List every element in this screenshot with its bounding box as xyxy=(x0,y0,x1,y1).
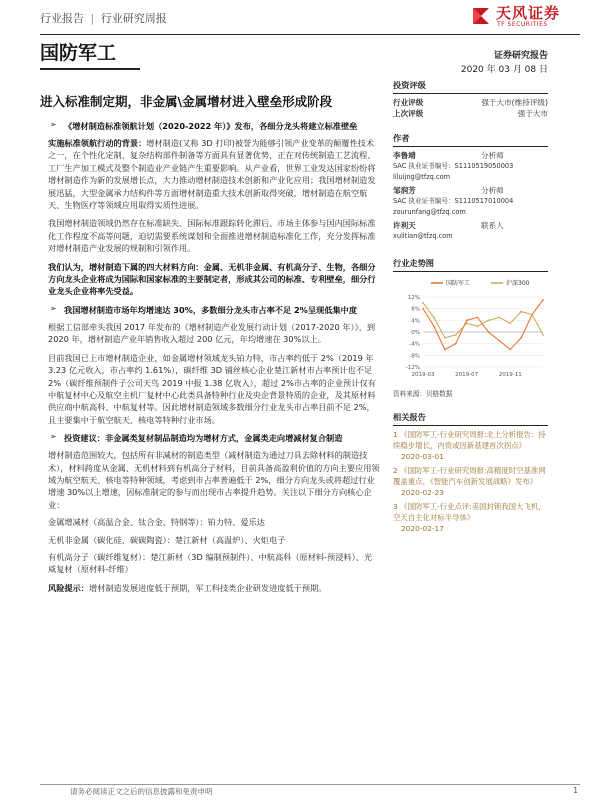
list-item: 金属增减材（高温合金、钛合金、特钢等）：铂力特、爱乐达 xyxy=(48,517,265,528)
author-email[interactable]: xulitian@tfzq.com xyxy=(393,232,453,240)
chart-y-tick-label: 4% xyxy=(411,318,420,325)
paragraph-emphasis: 我们认为，增材制造下属的四大材料方向：金属、无机非金属、有机高分子、生物，各细分方向龙头企业将成为国际和国家标准的主要制定者，形成其公司的标准、专利壁垒，细分行业龙头企业将率先受益。 xyxy=(48,261,376,297)
report-headline: 进入标准制定期，非金属\金属增材进入壁垒形成阶段 xyxy=(40,94,333,109)
chart-point xyxy=(542,299,544,301)
chart-point xyxy=(455,343,457,345)
related-item-date: 2020-03-01 xyxy=(401,452,444,461)
related-item-title[interactable]: 3 《国防军工-行业点评:美国封锁我国大飞机，空天自主化对标半导体》 xyxy=(393,502,546,522)
main-body xyxy=(48,120,380,594)
logo-name-cn: 天风证券 xyxy=(496,4,561,22)
chart-legend-label: 国防军工 xyxy=(446,280,471,287)
breadcrumb-separator: | xyxy=(90,12,95,25)
company-logo xyxy=(470,2,580,32)
chart-point xyxy=(488,320,490,322)
sidebar xyxy=(393,80,548,534)
author-name: 李鲁靖 xyxy=(393,151,416,160)
author-name: 邹润芳 xyxy=(393,186,416,195)
paragraph-lead: 实施标准领航行动的背景： xyxy=(48,138,147,148)
authors-title: 作者 xyxy=(393,133,410,143)
list-item: 有机高分子（碳纤维复材）：楚江新材（3D 编制预制件）、中航高科（原材料-预浸料）、光威复材（原材料-纤维） xyxy=(48,551,373,575)
paragraph: 根据工信部牵头我国 2017 年发布的《增材制造产业发展行动计划（2017-2020 年）》，到 2020 年，增材制造产业年销售收入超过 200 亿元，年均增速在 30%以上。 xyxy=(48,321,376,345)
author-name: 许利天 xyxy=(393,221,416,230)
chart-point xyxy=(509,349,511,351)
chart-point xyxy=(455,334,457,336)
chart-x-tick-label: 2019-07 xyxy=(455,372,479,378)
chart-point xyxy=(433,317,435,319)
rating-key: 行业评级 xyxy=(393,98,424,107)
author-role: 联系人 xyxy=(481,221,504,230)
author-email[interactable]: zourunfang@tfzq.com xyxy=(393,208,466,216)
author-role: 分析师 xyxy=(481,151,504,160)
section-heading xyxy=(48,432,380,444)
chart-point xyxy=(466,322,468,324)
chart-y-tick-label: 12% xyxy=(407,295,420,301)
chart-x-tick-label: 2019-11 xyxy=(498,372,522,378)
chart-y-tick-label: -8% xyxy=(409,353,420,360)
chart-source: 资料来源：贝格数据 xyxy=(393,390,453,398)
chart-y-tick-label: 8% xyxy=(411,306,420,313)
author-entry xyxy=(393,220,548,242)
breadcrumb-report-series: 行业研究周报 xyxy=(100,12,167,25)
rating-value: 强于大市 xyxy=(517,109,548,118)
chart-point xyxy=(542,334,544,336)
sector-underline xyxy=(40,68,140,70)
related-item[interactable] xyxy=(393,429,548,462)
related-item-title[interactable]: 2 《国防军工-行业研究周报:高精度时空基准网覆盖重点，《智能汽车创新发展战略》发布》 xyxy=(393,466,546,486)
sector-title: 国防军工 xyxy=(40,42,117,64)
chart-point xyxy=(477,325,479,327)
related-item-title[interactable]: 1 《国防军工-行业研究周报:北上分析报告：持续稳步增长，内资或因新基建首次拐点》 xyxy=(393,430,546,450)
rating-row xyxy=(393,97,548,108)
header-divider xyxy=(40,34,580,35)
chart-y-tick-label: -12% xyxy=(405,365,420,371)
trend-title: 行业走势图 xyxy=(393,258,434,268)
chart-x-tick-label: 2019-03 xyxy=(411,372,435,378)
chart-series-line xyxy=(423,300,543,350)
author-email[interactable]: liluijng@tfzq.com xyxy=(393,173,451,181)
related-item-date: 2020-02-23 xyxy=(401,488,444,497)
chart-point xyxy=(531,314,533,316)
arrow-bullet-icon: ➢ xyxy=(50,432,57,442)
rating-title: 投资评级 xyxy=(393,80,426,90)
chart-point xyxy=(422,308,424,310)
chart-point xyxy=(444,349,446,351)
section-heading xyxy=(48,120,380,132)
logo-mark-icon xyxy=(470,5,492,27)
section-heading-text: 投资建议：非金属类复材制品制造均为增材方式，金属类走向增减材复合制造 xyxy=(64,433,343,444)
trend-chart xyxy=(393,275,548,383)
chart-point xyxy=(509,322,511,324)
footer-divider xyxy=(40,784,580,785)
author-entry xyxy=(393,150,548,183)
section-heading-text: 《增材制造标准领航计划（2020-2022 年）》发布，各细分龙头将建立标准壁垒 xyxy=(64,121,358,131)
rating-value: 强于大市(维持评级) xyxy=(481,98,548,107)
chart-point xyxy=(520,311,522,313)
chart-legend-label: 沪深300 xyxy=(506,280,530,287)
report-date: 2020 年 03 月 08 日 xyxy=(460,65,548,75)
paragraph: 目前我国已上市增材制造企业，如金属增材领域龙头铂力特，市占率约低于 2%（2019 年 3.23 亿元收入，市占率约 1.61%），碳纤维 3D 铺丝核心企业楚江新材市占率预计也不足 2%（碳纤维预制件子公司天鸟 2019 中报 1.38 亿收入），超过 2%市占率的企业预计仅有中航复材中心及航空主机厂复材中心此类具备特种行业及央企背景特质的企业，及其原材料供应商中航高科、中航复材等。因此增材制造领域多数细分行业龙头市占率目前不足 2%，且主要集中于航空航天、核电等特种行业市场。 xyxy=(48,352,376,425)
risk-note-lead: 风险提示： xyxy=(48,582,89,593)
chart-point xyxy=(422,302,424,304)
report-type: 证券研究报告 xyxy=(493,51,548,61)
related-title: 相关报告 xyxy=(393,412,426,422)
logo-name-en: TF SECURITIES xyxy=(497,21,548,28)
chart-point xyxy=(488,331,490,333)
breadcrumb xyxy=(40,10,167,26)
section-heading xyxy=(48,304,380,316)
paragraph: 增材制造范围较大，包括所有非减材的制造类型（减材制造为通过刀具去除材料的制造技术），材料跨度从金属、无机材料到有机高分子材料，目前具备高盈利价值的方向主要应用领域为航空航天、核电等特种领域，考虑到市占率普遍低于 2%，细分方向龙头或将超过行业增速 30%以上增速，因标准制定的参与而出现市占率提升趋势。关注以下细分方向核心企业： xyxy=(48,450,380,510)
breadcrumb-report-type: 行业报告 xyxy=(40,12,84,25)
chart-point xyxy=(444,337,446,339)
author-sac: SAC 执业证书编号：S1110517010004 xyxy=(393,197,514,205)
arrow-bullet-icon: ➢ xyxy=(50,120,57,129)
section-heading-text: 我国增材制造市场年均增速达 30%，多数细分龙头市占率不足 2%呈现低集中度 xyxy=(64,304,358,315)
chart-y-tick-label: -4% xyxy=(409,341,420,348)
paragraph: 我国增材制造领域仍然存在标准缺失、国际标准跟踪转化滞后、市场主体参与国内国际标准化工作程度不高等问题，迫切需要系统谋划和全面推进增材制造标准化工作，充分发挥标准对增材制造产业发展的规制和引领作用。 xyxy=(48,218,376,254)
footer-disclaimer: 请务必阅读正文之后的信息披露和免责申明 xyxy=(70,787,213,796)
author-entry xyxy=(393,185,548,218)
chart-point xyxy=(520,337,522,339)
arrow-bullet-icon: ➢ xyxy=(50,303,57,313)
rating-row xyxy=(393,108,548,119)
author-role: 分析师 xyxy=(481,186,504,195)
risk-note-text: 增材制造发展进度低于预期，军工科技类企业研发进度低于预期。 xyxy=(88,582,327,593)
chart-point xyxy=(466,320,468,322)
rating-key: 上次评级 xyxy=(393,109,424,118)
page-number: 1 xyxy=(573,786,578,795)
related-item-date: 2020-02-17 xyxy=(401,524,444,533)
paragraph-text: 增材制造(又称 3D 打印)被誉为能够引领产业变革的颠覆性技术之一，在个性化定制、复杂结构部件制备等方面具有显著优势，正在对传统制造工艺流程、工厂生产加工模式及整个制造业产业链产生重要影响。从产业看，世界工业发达国家纷纷将增材制造作为新的发展增长点，大力推动增材制造技术创新和产业化应用；我国增材制造发展迅猛，大型金属承力结构件等方面增材制造重大技术创新取得突破，增材制造在航空航天、生物医疗等领域应用取得实质性进展。 xyxy=(48,138,376,211)
paragraph xyxy=(48,137,380,211)
chart-y-tick-label: 0% xyxy=(411,330,420,336)
related-item[interactable] xyxy=(393,501,548,534)
author-sac: SAC 执业证书编号：S1110519050003 xyxy=(393,162,514,170)
chart-point xyxy=(433,325,435,327)
risk-note xyxy=(48,582,380,594)
chart-point xyxy=(499,340,501,342)
chart-point xyxy=(477,317,479,319)
related-item[interactable] xyxy=(393,465,548,498)
list-item: 无机非金属（碳化硅、碳碳陶瓷）：楚江新材（高温炉）、火炬电子 xyxy=(48,534,286,545)
chart-point xyxy=(499,317,501,319)
